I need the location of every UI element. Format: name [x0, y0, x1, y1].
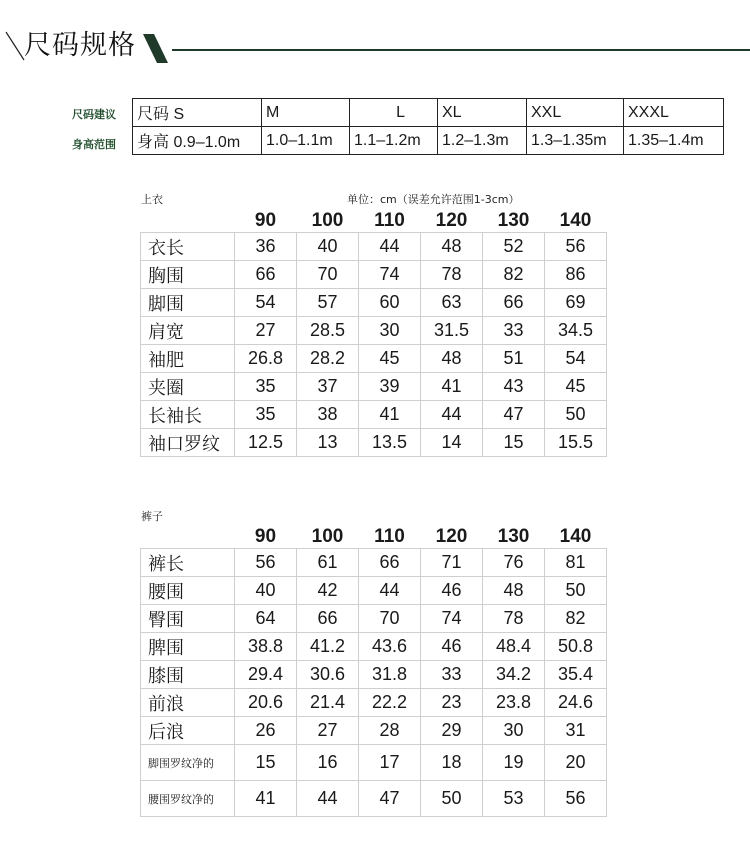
measurement-value-cell: 82	[483, 261, 545, 289]
measurement-row	[141, 689, 607, 717]
measurement-name-cell: 臀围	[141, 605, 235, 633]
measurement-value-cell: 16	[297, 745, 359, 781]
measurement-row	[141, 233, 607, 261]
measurement-value-cell: 45	[359, 345, 421, 373]
measurement-value-cell: 15	[483, 429, 545, 457]
measurement-value-cell: 17	[359, 745, 421, 781]
pants-measurement-table	[140, 525, 607, 817]
measurement-row	[141, 317, 607, 345]
measurement-value-cell: 52	[483, 233, 545, 261]
height-cell: 1.1–1.2m	[350, 127, 438, 155]
measurement-value-cell: 48	[421, 233, 483, 261]
measurement-value-cell: 36	[235, 233, 297, 261]
measurement-value-cell: 41	[421, 373, 483, 401]
measurement-row	[141, 661, 607, 689]
size-cell: XXL	[527, 99, 624, 127]
measurement-value-cell: 26	[235, 717, 297, 745]
measurement-value-cell: 82	[545, 605, 607, 633]
measurement-name-cell: 前浪	[141, 689, 235, 717]
measurement-value-cell: 46	[421, 633, 483, 661]
measurement-value-cell: 33	[483, 317, 545, 345]
measurement-value-cell: 66	[359, 549, 421, 577]
header-rule	[172, 49, 750, 51]
measurement-value-cell: 56	[235, 549, 297, 577]
measurement-value-cell: 33	[421, 661, 483, 689]
measurement-name-cell: 脚围罗纹净的	[141, 745, 235, 781]
measurement-row	[141, 717, 607, 745]
measurement-value-cell: 74	[359, 261, 421, 289]
measurement-value-cell: 18	[421, 745, 483, 781]
measurement-name-cell: 夹圈	[141, 373, 235, 401]
size-header-cell: 140	[559, 209, 592, 231]
measurement-row	[141, 401, 607, 429]
measurement-value-cell: 41	[359, 401, 421, 429]
measurement-row	[141, 577, 607, 605]
measurement-value-cell: 43	[483, 373, 545, 401]
height-cell: 1.35–1.4m	[624, 127, 724, 155]
measurement-value-cell: 35.4	[545, 661, 607, 689]
measurement-row	[141, 605, 607, 633]
measurement-row	[141, 745, 607, 781]
measurement-name-cell: 腰围	[141, 577, 235, 605]
measurement-value-cell: 29.4	[235, 661, 297, 689]
measurement-value-cell: 70	[359, 605, 421, 633]
measurement-value-cell: 66	[297, 605, 359, 633]
measurement-value-cell: 45	[545, 373, 607, 401]
measurement-name-cell: 裤长	[141, 549, 235, 577]
measurement-value-cell: 23.8	[483, 689, 545, 717]
size-header-cell: 100	[311, 209, 344, 231]
measurement-value-cell: 64	[235, 605, 297, 633]
measurement-name-cell: 脾围	[141, 633, 235, 661]
measurement-value-cell: 63	[421, 289, 483, 317]
measurement-value-cell: 44	[297, 781, 359, 817]
measurement-value-cell: 76	[483, 549, 545, 577]
size-guide-table	[132, 98, 724, 155]
measurement-value-cell: 22.2	[359, 689, 421, 717]
measurement-value-cell: 13	[297, 429, 359, 457]
measurement-value-cell: 66	[235, 261, 297, 289]
header-corner-cell	[141, 209, 235, 233]
measurement-value-cell: 39	[359, 373, 421, 401]
height-cell: 身高 0.9–1.0m	[133, 127, 262, 155]
measurement-name-cell: 袖肥	[141, 345, 235, 373]
measurement-value-cell: 50	[545, 577, 607, 605]
measurement-value-cell: 38	[297, 401, 359, 429]
measurement-value-cell: 14	[421, 429, 483, 457]
pants-size-header-row	[141, 525, 607, 549]
size-header-cell: 90	[254, 525, 277, 547]
measurement-row	[141, 781, 607, 817]
top-section-label: 上衣	[141, 193, 163, 206]
size-cell: M	[262, 99, 350, 127]
size-cell: XXXL	[624, 99, 724, 127]
measurement-value-cell: 23	[421, 689, 483, 717]
measurement-value-cell: 20.6	[235, 689, 297, 717]
measurement-value-cell: 78	[483, 605, 545, 633]
measurement-value-cell: 30	[359, 317, 421, 345]
measurement-value-cell: 48.4	[483, 633, 545, 661]
measurement-value-cell: 66	[483, 289, 545, 317]
size-header-cell: 120	[435, 525, 468, 547]
measurement-value-cell: 38.8	[235, 633, 297, 661]
unit-note: 单位：cm（误差允许范围1-3cm）	[347, 193, 520, 206]
height-cell: 1.0–1.1m	[262, 127, 350, 155]
size-header-cell: 140	[559, 525, 592, 547]
measurement-value-cell: 31	[545, 717, 607, 745]
size-guide-height-row	[133, 127, 724, 155]
top-size-header-row	[141, 209, 607, 233]
measurement-value-cell: 57	[297, 289, 359, 317]
size-header-cell: 110	[374, 209, 405, 231]
header-slash-decoration	[2, 28, 26, 62]
measurement-value-cell: 24.6	[545, 689, 607, 717]
height-cell: 1.3–1.35m	[527, 127, 624, 155]
measurement-value-cell: 31.8	[359, 661, 421, 689]
measurement-value-cell: 20	[545, 745, 607, 781]
measurement-name-cell: 胸围	[141, 261, 235, 289]
measurement-name-cell: 后浪	[141, 717, 235, 745]
measurement-name-cell: 袖口罗纹	[141, 429, 235, 457]
measurement-value-cell: 54	[235, 289, 297, 317]
measurement-value-cell: 60	[359, 289, 421, 317]
header-corner-cell	[141, 525, 235, 549]
measurement-value-cell: 12.5	[235, 429, 297, 457]
measurement-row	[141, 633, 607, 661]
measurement-value-cell: 30.6	[297, 661, 359, 689]
measurement-value-cell: 41.2	[297, 633, 359, 661]
measurement-value-cell: 28	[359, 717, 421, 745]
measurement-value-cell: 51	[483, 345, 545, 373]
measurement-value-cell: 48	[421, 345, 483, 373]
measurement-value-cell: 43.6	[359, 633, 421, 661]
measurement-value-cell: 40	[297, 233, 359, 261]
measurement-value-cell: 15.5	[545, 429, 607, 457]
measurement-value-cell: 44	[359, 577, 421, 605]
measurement-value-cell: 46	[421, 577, 483, 605]
measurement-value-cell: 48	[483, 577, 545, 605]
measurement-row	[141, 373, 607, 401]
measurement-row	[141, 549, 607, 577]
measurement-value-cell: 86	[545, 261, 607, 289]
size-header-cell: 120	[435, 209, 468, 231]
measurement-value-cell: 44	[421, 401, 483, 429]
measurement-value-cell: 81	[545, 549, 607, 577]
measurement-value-cell: 19	[483, 745, 545, 781]
measurement-value-cell: 69	[545, 289, 607, 317]
measurement-value-cell: 70	[297, 261, 359, 289]
measurement-value-cell: 71	[421, 549, 483, 577]
measurement-value-cell: 35	[235, 401, 297, 429]
measurement-value-cell: 34.5	[545, 317, 607, 345]
measurement-row	[141, 261, 607, 289]
measurement-value-cell: 50	[421, 781, 483, 817]
size-header-cell: 130	[497, 525, 530, 547]
measurement-value-cell: 47	[359, 781, 421, 817]
measurement-value-cell: 41	[235, 781, 297, 817]
size-cell: L	[350, 99, 438, 127]
measurement-name-cell: 腰围罗纹净的	[141, 781, 235, 817]
height-cell: 1.2–1.3m	[438, 127, 527, 155]
measurement-name-cell: 脚围	[141, 289, 235, 317]
measurement-name-cell: 衣长	[141, 233, 235, 261]
measurement-value-cell: 56	[545, 233, 607, 261]
measurement-value-cell: 31.5	[421, 317, 483, 345]
measurement-name-cell: 膝围	[141, 661, 235, 689]
measurement-value-cell: 61	[297, 549, 359, 577]
measurement-value-cell: 30	[483, 717, 545, 745]
size-header-cell: 90	[254, 209, 277, 231]
measurement-value-cell: 21.4	[297, 689, 359, 717]
measurement-value-cell: 28.5	[297, 317, 359, 345]
measurement-value-cell: 78	[421, 261, 483, 289]
measurement-value-cell: 13.5	[359, 429, 421, 457]
measurement-value-cell: 15	[235, 745, 297, 781]
measurement-value-cell: 28.2	[297, 345, 359, 373]
measurement-value-cell: 53	[483, 781, 545, 817]
measurement-value-cell: 37	[297, 373, 359, 401]
size-guide-row2-label: 身高范围	[72, 138, 116, 151]
size-cell: 尺码 S	[133, 99, 262, 127]
measurement-value-cell: 26.8	[235, 345, 297, 373]
size-header-cell: 100	[311, 525, 344, 547]
measurement-value-cell: 54	[545, 345, 607, 373]
measurement-value-cell: 35	[235, 373, 297, 401]
measurement-value-cell: 50	[545, 401, 607, 429]
measurement-row	[141, 429, 607, 457]
size-guide-row1-label: 尺码建议	[72, 108, 116, 121]
page-title: 尺码规格	[24, 30, 136, 61]
measurement-value-cell: 47	[483, 401, 545, 429]
header-accent-mark	[140, 32, 170, 64]
pants-section-label: 裤子	[141, 510, 163, 523]
measurement-value-cell: 29	[421, 717, 483, 745]
measurement-name-cell: 肩宽	[141, 317, 235, 345]
size-guide-size-row	[133, 99, 724, 127]
measurement-row	[141, 345, 607, 373]
measurement-value-cell: 40	[235, 577, 297, 605]
measurement-value-cell: 34.2	[483, 661, 545, 689]
measurement-value-cell: 74	[421, 605, 483, 633]
size-cell: XL	[438, 99, 527, 127]
measurement-value-cell: 56	[545, 781, 607, 817]
measurement-row	[141, 289, 607, 317]
measurement-value-cell: 27	[235, 317, 297, 345]
measurement-value-cell: 27	[297, 717, 359, 745]
measurement-value-cell: 50.8	[545, 633, 607, 661]
top-measurement-table	[140, 209, 607, 457]
measurement-name-cell: 长袖长	[141, 401, 235, 429]
measurement-value-cell: 42	[297, 577, 359, 605]
size-header-cell: 110	[374, 525, 405, 547]
measurement-value-cell: 44	[359, 233, 421, 261]
size-header-cell: 130	[497, 209, 530, 231]
